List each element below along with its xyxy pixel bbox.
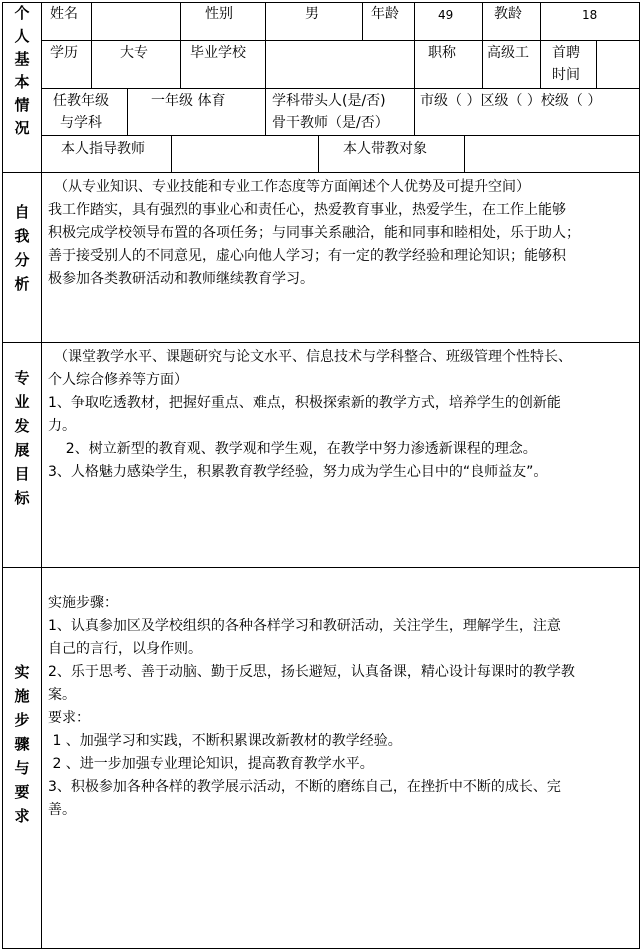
cell-line [265,2,266,40]
border-right [639,2,640,949]
implementation-line: 1 、加强学习和实践，不断积累课改新教材的教学经验。 [48,733,402,749]
self-analysis-line: 我工作踏实，具有强烈的事业心和责任心，热爱教育事业，热爱学生，在工作上能够 [48,202,566,218]
implementation-line: 善。 [48,802,76,818]
section-char: 业 [14,393,30,411]
section-title-self-analysis [2,200,42,296]
divider-self-analysis [2,342,640,343]
border-top [2,2,640,3]
implementation-content [48,592,636,822]
gender-value[interactable]: 男 [305,6,319,22]
cell-line [482,40,483,88]
row-line-3 [41,135,640,136]
self-analysis-hint: （从专业知识、专业技能和专业工作态度等方面阐述个人优势及可提升空间） [54,179,530,195]
cell-line [180,40,181,88]
cell-line [91,2,92,40]
education-label: 学历 [50,45,78,61]
school-label: 毕业学校 [190,45,246,61]
first-hire-label-1: 首聘 [552,45,580,61]
title-value[interactable]: 高级工 [487,45,529,61]
section-char: 自 [14,203,30,221]
section-char: 与 [14,759,30,777]
cell-line [265,40,266,88]
leader-label: 学科带头人(是/否) [272,93,386,109]
section-char: 骤 [14,735,30,753]
age-value[interactable]: 49 [438,8,454,22]
implementation-line: 2、乐于思考、善于动脑、勤于反思，扬长避短，认真备课，精心设计每课时的教学教 [48,664,575,680]
section-title-development [2,366,42,510]
section-char: 人 [14,27,30,45]
development-content [48,346,636,484]
divider-development [2,567,640,568]
teach-years-value[interactable]: 18 [582,8,598,22]
implementation-line: 实施步骤： [48,595,118,611]
cell-line [318,135,319,172]
grade-label-2: 与学科 [60,115,102,131]
cell-line [362,2,363,40]
cell-line [540,40,541,88]
cell-line [596,40,597,88]
backbone-label: 骨干教师（是/否） [272,115,389,131]
cell-line [482,2,483,40]
cell-line [127,88,128,135]
section-char: 析 [14,275,30,293]
self-analysis-content [48,176,636,291]
section-title-implementation [2,660,42,828]
age-label: 年龄 [371,6,399,22]
section-char: 个 [14,4,30,22]
cell-line [414,88,415,135]
section-char: 目 [14,465,30,483]
cell-line [180,2,181,40]
section-char: 要 [14,783,30,801]
section-char: 况 [14,119,30,137]
section-char: 本 [14,73,30,91]
cell-line [464,135,465,172]
name-label: 姓名 [50,6,78,22]
section-char: 基 [14,50,30,68]
implementation-line: 1、认真参加区及学校组织的各种各样学习和教研活动，关注学生，理解学生，注意 [48,618,561,634]
cell-line [414,2,415,40]
section-char: 步 [14,711,30,729]
section-char: 求 [14,807,30,825]
implementation-line: 案。 [48,687,76,703]
implementation-line: 3、积极参加各种各样的教学展示活动，不断的磨练自己，在挫折中不断的成长、完 [48,779,561,795]
title-label: 职称 [428,45,456,61]
section-char: 分 [14,251,30,269]
grade-value[interactable]: 一年级 体育 [151,93,226,109]
divider-personal [2,172,640,173]
self-analysis-line: 积极完成学校领导布置的各项任务；与同事关系融洽，能和同事和睦相处，乐于助人； [48,225,580,241]
mentor-label: 本人指导教师 [61,141,145,157]
development-hint-1: （课堂教学水平、课题研究与论文水平、信息技术与学科整合、班级管理个性特长、 [54,349,572,365]
section-char: 我 [14,227,30,245]
section-char: 标 [14,489,30,507]
cell-line [265,88,266,135]
development-line: 力。 [48,418,76,434]
development-line: 3、人格魅力感染学生，积累教育教学经验，努力成为学生心目中的“良师益友”。 [48,464,548,480]
gender-label: 性别 [205,6,233,22]
implementation-line: 2 、进一步加强专业理论知识，提高教育教学水平。 [48,756,374,772]
development-line: 2、树立新型的教育观、教学观和学生观，在教学中努力渗透新课程的理念。 [48,441,537,457]
section-char: 实 [14,663,30,681]
section-char: 展 [14,441,30,459]
section-char: 施 [14,687,30,705]
row-line-1 [41,40,640,41]
section-char: 专 [14,369,30,387]
teach-years-label: 教龄 [494,6,522,22]
cell-line [414,40,415,88]
mentee-label: 本人带教对象 [343,141,427,157]
implementation-line: 要求： [48,710,90,726]
education-value[interactable]: 大专 [120,45,148,61]
first-hire-label-2: 时间 [552,67,580,83]
section-title-personal [2,2,42,140]
section-char: 发 [14,417,30,435]
border-bottom [2,948,640,949]
cell-line [91,40,92,88]
development-hint-2: 个人综合修养等方面） [48,372,188,388]
development-line: 1、争取吃透教材，把握好重点、难点，积极探索新的教学方式，培养学生的创新能 [48,395,561,411]
level-value[interactable]: 市级（ ）区级（ ）校级（ ） [420,93,602,109]
cell-line [540,2,541,40]
grade-label-1: 任教年级 [53,93,109,109]
implementation-line: 自己的言行，以身作则。 [48,641,202,657]
self-analysis-line: 善于接受别人的不同意见，虚心向他人学习；有一定的教学经验和理论知识；能够积 [48,248,566,264]
section-char: 情 [14,96,30,114]
row-line-2 [41,88,640,89]
self-analysis-line: 极参加各类教研活动和教师继续教育学习。 [48,271,314,287]
cell-line [171,135,172,172]
